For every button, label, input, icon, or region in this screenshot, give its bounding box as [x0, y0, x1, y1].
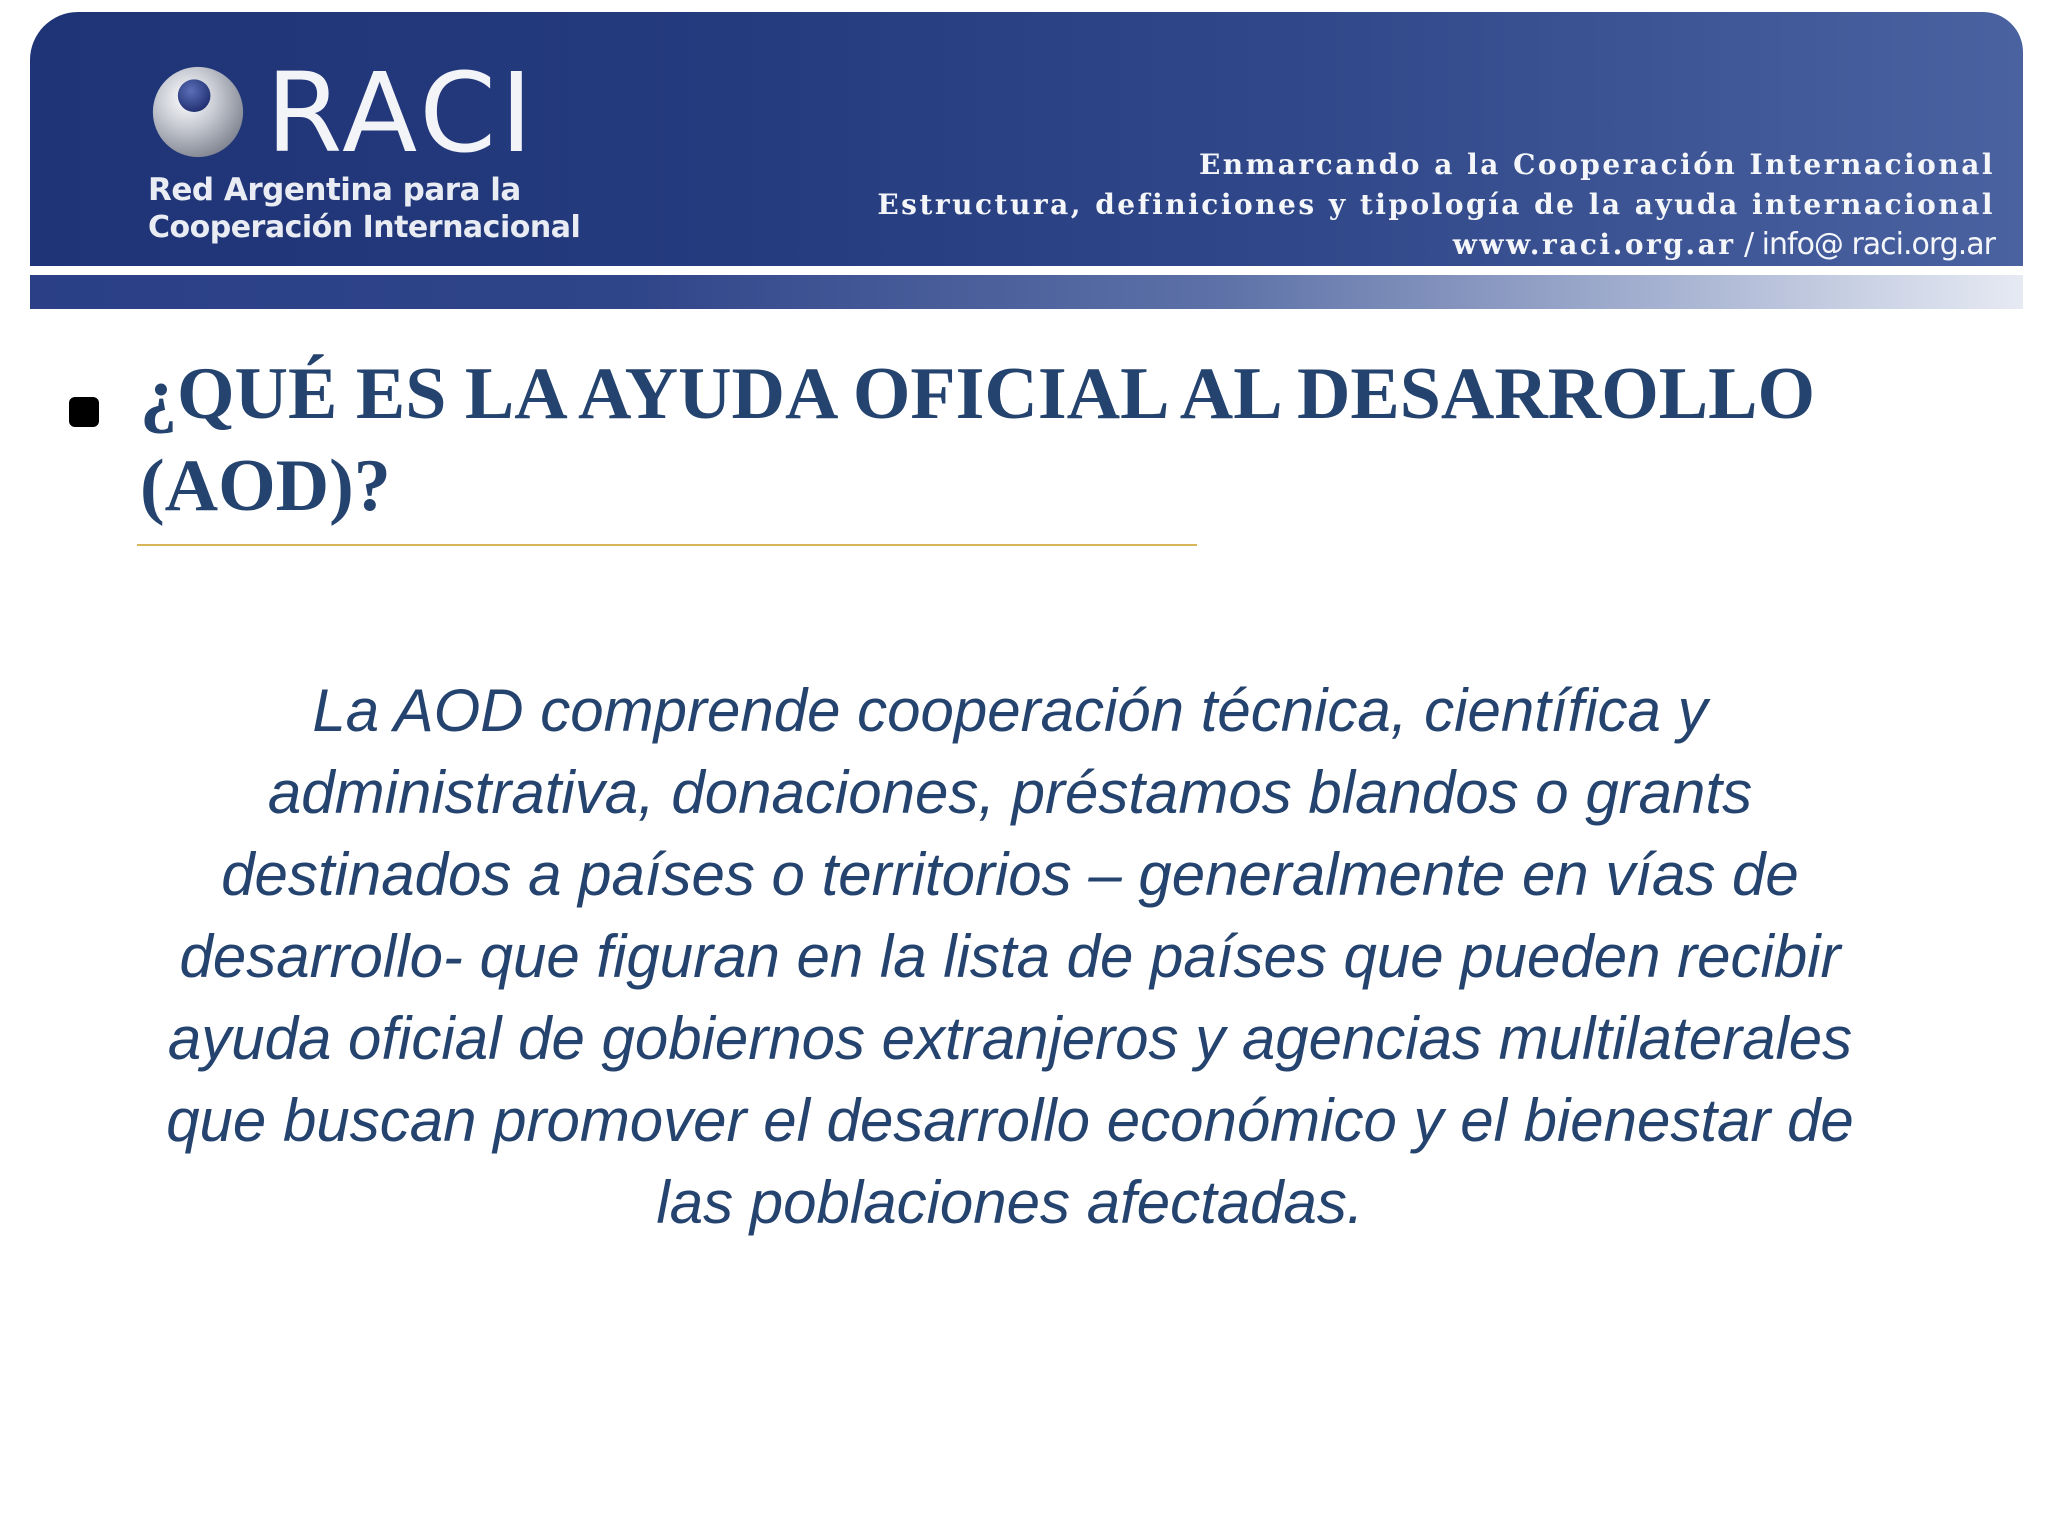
header-tagline	[877, 145, 1995, 265]
logo-subtitle-line2: Cooperación Internacional	[148, 210, 581, 245]
tagline-contact	[877, 225, 1995, 265]
bullet-square-icon	[69, 397, 99, 427]
header-gradient-stripe	[30, 275, 2023, 309]
slide-title: ¿QUÉ ES LA AYUDA OFICIAL AL DESARROLLO (AOD)?	[140, 353, 1816, 527]
contact-separator: /	[1735, 227, 1762, 262]
tagline-line1: Enmarcando a la Cooperación Internacional	[1198, 148, 1995, 181]
raci-logo	[148, 49, 581, 262]
title-underline	[137, 544, 1197, 546]
website-link[interactable]: www.raci.org.ar	[1452, 228, 1736, 261]
globe-orb-icon	[150, 64, 246, 160]
logo-subtitle-line1: Red Argentina para la	[148, 172, 521, 208]
email-link[interactable]: info@ raci.org.ar	[1761, 227, 1995, 262]
slide-body-text: La AOD comprende cooperación técnica, científica y administrativa, donaciones, préstamos blandos o grants destinados a países o territorios – generalmente en vías de desarrollo- que figuran en la lista de países que pueden recibir ayuda oficial de gobiernos extranjeros y agencias multilaterales que buscan promover el desarrollo económico y el bienestar de las poblaciones afectadas.	[166, 677, 1854, 1236]
header-banner	[30, 12, 2023, 266]
logo-wordmark: RACI	[266, 49, 537, 177]
tagline-line2: Estructura, definiciones y tipología de la ayuda internacional	[877, 188, 1995, 221]
